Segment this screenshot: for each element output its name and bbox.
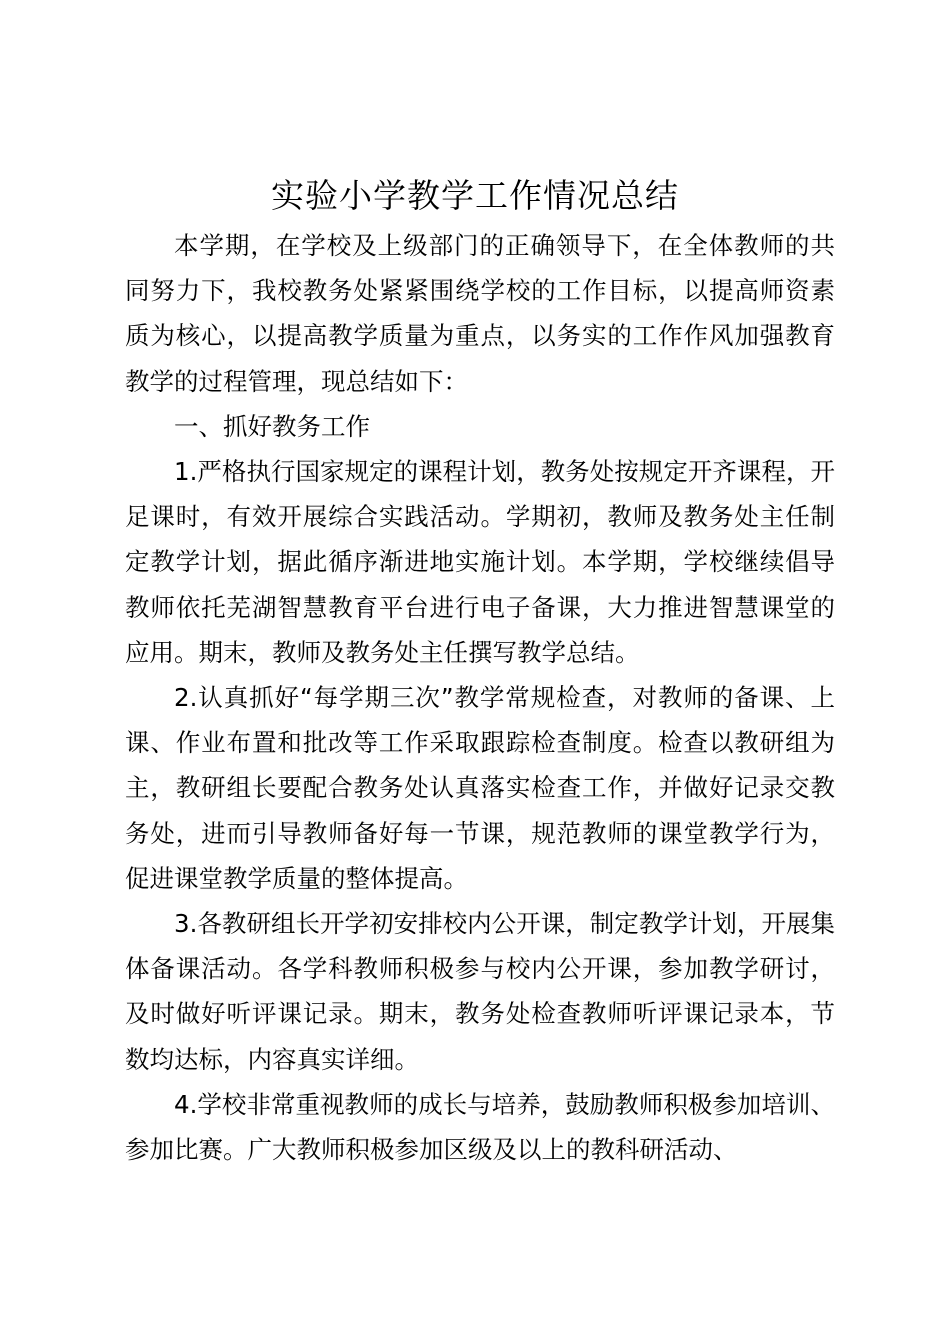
document-title: 实验小学教学工作情况总结 [271,176,679,215]
paragraph-intro: 本学期，在学校及上级部门的正确领导下，在全体教师的共同努力下，我校教务处紧紧围绕学校的工作目标，以提高师资素质为核心，以提高教学质量为重点，以务实的工作作风加强教育教学的过程管理，现总结如下： [125,231,835,396]
section-heading-1: 一、抓好教务工作 [174,411,370,441]
paragraph-item-2: 2.认真抓好“每学期三次”教学常规检查，对教师的备课、上课、作业布置和批改等工作采取跟踪检查制度。检查以教研组为主，教研组长要配合教务处认真落实检查工作，并做好记录交教务处，进而引导教师备好每一节课，规范教师的课堂教学行为，促进课堂教学质量的整体提高。 [125,683,835,893]
paragraph-item-1: 1.严格执行国家规定的课程计划，教务处按规定开齐课程，开足课时，有效开展综合实践活动。学期初，教师及教务处主任制定教学计划，据此循序渐进地实施计划。本学期，学校继续倡导教师依托芜湖智慧教育平台进行电子备课，大力推进智慧课堂的应用。期末，教师及教务处主任撰写教学总结。 [125,457,835,667]
paragraph-item-4: 4.学校非常重视教师的成长与培养，鼓励教师积极参加培训、参加比赛。广大教师积极参加区级及以上的教科研活动、 [125,1089,835,1165]
paragraph-item-3: 3.各教研组长开学初安排校内公开课，制定教学计划，开展集体备课活动。各学科教师积极参与校内公开课，参加教学研讨，及时做好听评课记录。期末，教务处检查教师听评课记录本，节数均达标，内容真实详细。 [125,909,835,1074]
document-body [125,223,835,1172]
